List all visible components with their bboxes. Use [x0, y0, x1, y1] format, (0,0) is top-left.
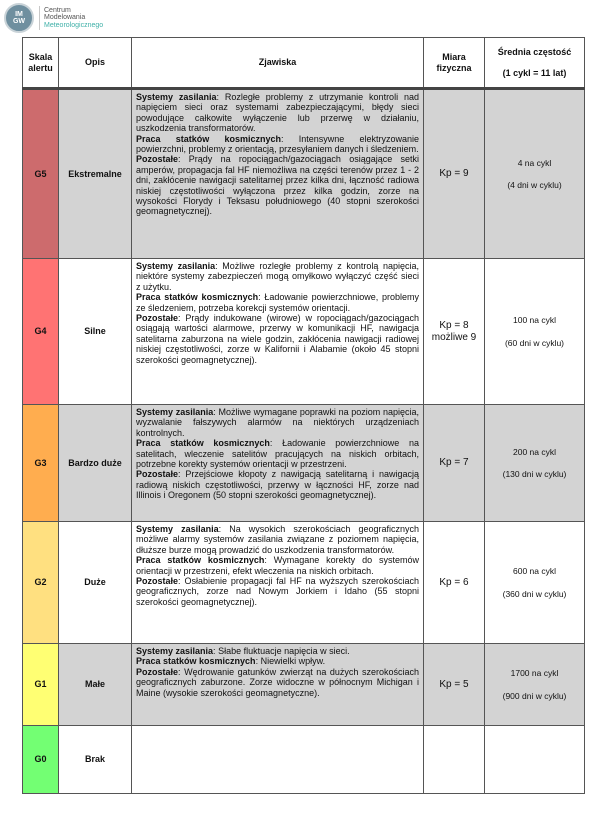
power-systems-paragraph: Systemy zasilania: Rozległe problemy z utrzymanie kontroli nad napięciem sieci oraz systemami zabezpieczającymi, błędy sieci powodujące całkowite wyłączenie lub przerwę w działaniu, uszkodzenia transformatorów. [136, 92, 419, 134]
phenomena-cell [132, 89, 424, 259]
phenomena-cell [132, 644, 424, 726]
geomagnetic-storm-scale-table [22, 37, 585, 794]
kp-index-cell: Kp = 5 [424, 644, 485, 726]
phenomena-cell [132, 259, 424, 405]
frequency-cell: 600 na cykl (360 dni w cyklu) [485, 522, 585, 644]
description-cell: Bardzo duże [59, 405, 132, 522]
kp-index-cell: Kp = 9 [424, 89, 485, 259]
header-zjawiska: Zjawiska [132, 38, 424, 89]
scale-level-cell: G4 [23, 259, 59, 405]
other-paragraph: Pozostałe: Prądy na ropociągach/gazociągach osiągające setki amperów, propagacja fal HF niemożliwa na części terenów przez 1 - 2 dni, zakłócenie nawigacji satelitarnej przez kilka dni, łączność radiowa niskiej częstotliwości wyłączona przez kilka godzin, zorze na wysokości Florydy i Teksasu południowego (40 stopni szerokości geomagnetycznej). [136, 154, 419, 217]
other-paragraph: Pozostałe: Prądy indukowane (wirowe) w ropociągach/gazociągach osiągają wartości alarmowe, przerwy w komunikacji HF, nawigacja satelitarna zaburzona na wiele godzin, zakłócenia nawigacji radiowej niskiej częstotliwości, zorze w Kalifornii i Alabamie (około 45 stopni szerokości geomagnetycznej). [136, 313, 419, 365]
kp-index-cell [424, 726, 485, 794]
table-row [23, 726, 585, 794]
logo-divider [39, 6, 40, 30]
scale-level-cell: G2 [23, 522, 59, 644]
cmm-logo [4, 3, 103, 33]
table-row [23, 522, 585, 644]
kp-index-cell: Kp = 8 możliwe 9 [424, 259, 485, 405]
logo-text: Centrum Modelowania Meteorologicznego [44, 6, 104, 29]
frequency-cell: 100 na cykl (60 dni w cyklu) [485, 259, 585, 405]
spacecraft-paragraph: Praca statków kosmicznych: Wymagane korekty do systemów orientacji w przestrzeni, efekt wleczenia na niskich orbitach. [136, 555, 419, 576]
power-systems-paragraph: Systemy zasilania: Możliwe wymagane poprawki na poziom napięcia, wyzwalanie fałszywych alarmów na niektórych urządzeniach kontrolnych. [136, 407, 420, 438]
power-systems-paragraph: Systemy zasilania: Możliwe rozległe problemy z kontrolą napięcia, niektóre systemy zabezpieczeń mogą omyłkowo wyłączyć część sieci z użytku. [136, 261, 419, 292]
kp-index-cell: Kp = 6 [424, 522, 485, 644]
table-row [23, 259, 585, 405]
frequency-cell: 200 na cykl (130 dni w cyklu) [485, 405, 585, 522]
frequency-cell [485, 726, 585, 794]
description-cell: Brak [59, 726, 132, 794]
scale-level-cell: G0 [23, 726, 59, 794]
spacecraft-paragraph: Praca statków kosmicznych: Niewielki wpływ. [136, 656, 326, 667]
kp-index-cell: Kp = 7 [424, 405, 485, 522]
scale-level-cell: G5 [23, 89, 59, 259]
phenomena-cell [132, 405, 424, 522]
table-row [23, 89, 585, 259]
imgw-logo-icon: IM GW [4, 3, 34, 33]
header-row [23, 38, 585, 89]
table-row [23, 644, 585, 726]
phenomena-cell [132, 726, 424, 794]
header-miara: Miara fizyczna [424, 38, 485, 89]
power-systems-paragraph: Systemy zasilania: Słabe fluktuacje napięcia w sieci. [136, 646, 350, 656]
phenomena-cell [132, 522, 424, 644]
description-cell: Ekstremalne [59, 89, 132, 259]
description-cell: Duże [59, 522, 132, 644]
other-paragraph: Pozostałe: Wędrowanie gatunków zwierząt na dużych szerokościach geograficznych zaburzone. Zorze widoczne w północnym Michigan i Maine (wysokie szerokości geomagnetyczne). [136, 666, 419, 698]
scale-level-cell: G1 [23, 644, 59, 726]
other-paragraph: Pozostałe: Osłabienie propagacji fal HF na wyższych szerokościach geograficznych, zorze nad Nowym Jorkiem i Idaho (55 stopni szerokości geomagnetycznej). [136, 576, 419, 607]
header-frequency: Średnia częstość (1 cykl = 11 lat) [485, 38, 585, 89]
header-opis: Opis [59, 38, 132, 89]
table-row [23, 405, 585, 522]
description-cell: Małe [59, 644, 132, 726]
spacecraft-paragraph: Praca statków kosmicznych: Intensywne elektryzowanie powierzchni, problemy z orientacją, przesyłaniem danych i śledzeniem. [136, 133, 419, 155]
spacecraft-paragraph: Praca statków kosmicznych: Ładowanie powierzchniowe, problemy ze śledzeniem, potrzeba korekcji systemów orientacji. [136, 292, 419, 313]
scale-level-cell: G3 [23, 405, 59, 522]
other-paragraph: Pozostałe: Przejściowe kłopoty z nawigacją satelitarną i nawigacją radiową niskich częstotliwości, przerwy w łączności HF, zorze nad Illinois i Oregonem (50 stopni szerokości geomagnetycznej). [136, 469, 419, 501]
spacecraft-paragraph: Praca statków kosmicznych: Ładowanie powierzchniowe na satelitach, wleczenie satelitów pracujących na niskich orbitach, potrzebne korekty systemów orientacji w przestrzeni. [136, 438, 419, 470]
frequency-cell: 4 na cykl (4 dni w cyklu) [485, 89, 585, 259]
description-cell: Silne [59, 259, 132, 405]
header-scale: Skala alertu [23, 38, 59, 89]
power-systems-paragraph: Systemy zasilania: Na wysokich szerokościach geograficznych możliwe alarmy systemów zasilania związane z poziomem napięcia, dłuższe burze mogą prowadzić do uszkodzenia transformatorów. [136, 524, 419, 555]
frequency-cell: 1700 na cykl (900 dni w cyklu) [485, 644, 585, 726]
